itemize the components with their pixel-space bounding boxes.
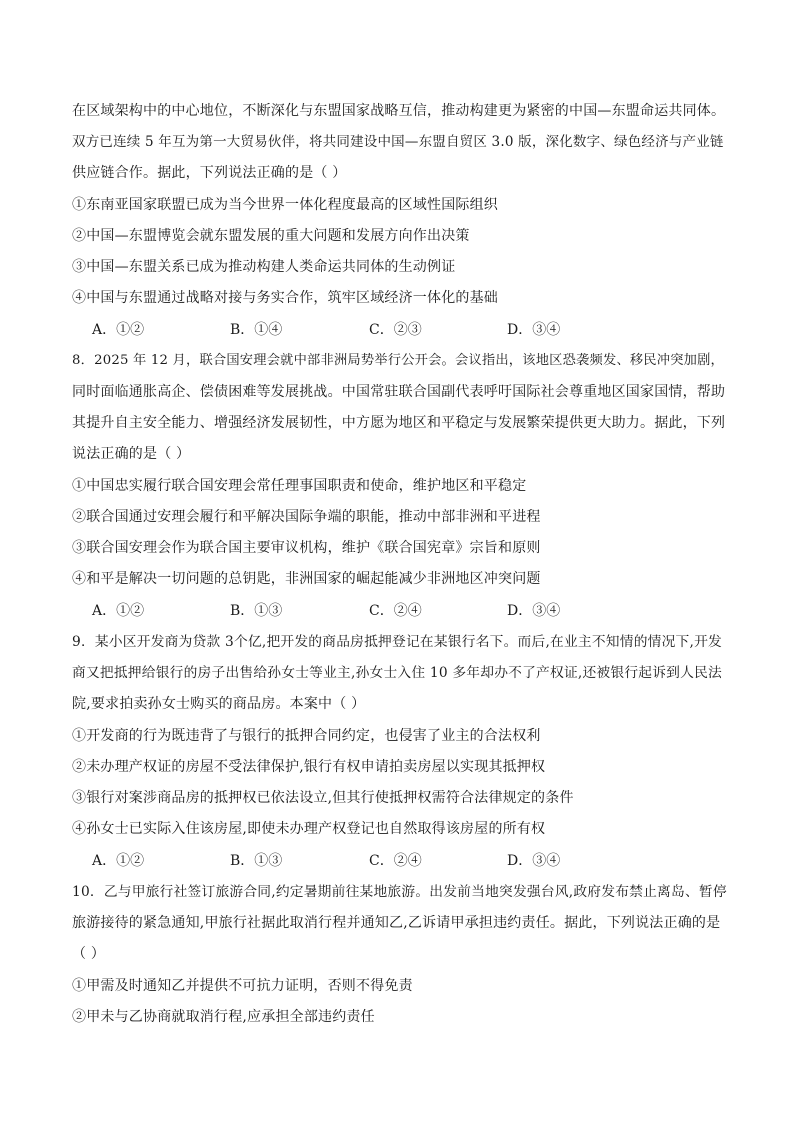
q9-option-d[interactable]: D．③④ [507,853,561,869]
q7-statement-2: ②中国—东盟博览会就东盟发展的重大问题和发展方向作出决策 [72,228,470,244]
q9-option-a[interactable]: A．①② [92,853,145,869]
q7-stem-line-3: 供应链合作。据此，下列说法正确的是（ ） [72,165,347,181]
q9-option-b[interactable]: B．①③ [230,853,283,869]
q8-statement-3: ③联合国安理会作为联合国主要审议机构，维护《联合国宪章》宗旨和原则 [72,540,541,556]
q8-stem-line-2: 同时面临通胀高企、偿债困难等发展挑战。中国常驻联合国副代表呼吁国际社会尊重地区国家国情，帮助 [72,384,726,400]
q10-stem-line-1: 10．乙与甲旅行社签订旅游合同,约定暑期前往某地旅游。出发前当地突发强台风,政府发布禁止离岛、暂停 [72,884,727,900]
q8-option-d[interactable]: D．③④ [507,603,561,619]
q8-statement-4: ④和平是解决一切问题的总钥匙，非洲国家的崛起能减少非洲地区冲突问题 [72,571,541,587]
q9-stem-line-3: 院,要求拍卖孙女士购买的商品房。本案中（ ） [72,696,366,712]
q9-statement-3: ③银行对案涉商品房的抵押权已依法设立,但其行使抵押权需符合法律规定的条件 [72,790,574,806]
q9-stem-line-2: 商又把抵押给银行的房子出售给孙女士等业主,孙女士入住 10 多年却办不了产权证,还被银行起诉到人民法 [72,665,722,681]
q9-option-c[interactable]: C．②④ [369,853,422,869]
q8-stem-line-4: 说法正确的是（ ） [72,446,191,462]
q8-stem-line-3: 其提升自主安全能力、增强经济发展韧性，中方愿为地区和平稳定与发展繁荣提供更大助力。据此，下列 [72,415,726,431]
q10-stem-line-2: 旅游接待的紧急通知,甲旅行社据此取消行程并通知乙,乙诉请甲承担违约责任。据此，下列说法正确的是 [72,915,721,931]
q7-statement-3: ③中国—东盟关系已成为推动构建人类命运共同体的生动例证 [72,259,456,275]
q10-stem-line-3: （ ） [72,946,106,962]
q10-statement-2: ②甲未与乙协商就取消行程,应承担全部违约责任 [72,1009,375,1025]
q8-stem-line-1: 8．2025 年 12 月，联合国安理会就中部非洲局势举行公开会。会议指出，该地区恐袭频发、移民冲突加剧， [72,353,725,368]
q7-option-c[interactable]: C．②③ [369,322,422,338]
q9-stem-line-1: 9．某小区开发商为贷款 3个亿,把开发的商品房抵押登记在某银行名下。而后,在业主不知情的情况下,开发 [72,634,722,650]
q9-statement-4: ④孙女士已实际入住该房屋,即使未办理产权登记也自然取得该房屋的所有权 [72,821,546,837]
q8-option-a[interactable]: A．①② [92,603,145,619]
q10-statement-1: ①甲需及时通知乙并提供不可抗力证明，否则不得免责 [72,978,413,994]
q8-option-b[interactable]: B．①③ [230,603,283,619]
q9-statement-2: ②未办理产权证的房屋不受法律保护,银行有权申请拍卖房屋以实现其抵押权 [72,759,546,775]
q8-statement-2: ②联合国通过安理会履行和平解决国际争端的职能，推动中部非洲和平进程 [72,509,541,525]
q7-option-b[interactable]: B．①④ [230,322,283,338]
q9-statement-1: ①开发商的行为既违背了与银行的抵押合同约定，也侵害了业主的合法权利 [72,728,541,744]
q7-stem-line-1: 在区域架构中的中心地位，不断深化与东盟国家战略互信，推动构建更为紧密的中国—东盟命运共同体。 [72,103,726,119]
q7-stem-line-2: 双方已连续 5 年互为第一大贸易伙伴，将共同建设中国—东盟自贸区 3.0 版，深化数字、绿色经济与产业链 [72,134,724,150]
q8-statement-1: ①中国忠实履行联合国安理会常任理事国职责和使命，维护地区和平稳定 [72,478,527,494]
q7-option-d[interactable]: D．③④ [507,322,561,338]
q7-statement-4: ④中国与东盟通过战略对接与务实合作，筑牢区域经济一体化的基础 [72,290,498,306]
q7-option-a[interactable]: A．①② [92,322,145,338]
q8-option-c[interactable]: C．②④ [369,603,422,619]
q7-statement-1: ①东南亚国家联盟已成为当今世界一体化程度最高的区域性国际组织 [72,197,498,213]
